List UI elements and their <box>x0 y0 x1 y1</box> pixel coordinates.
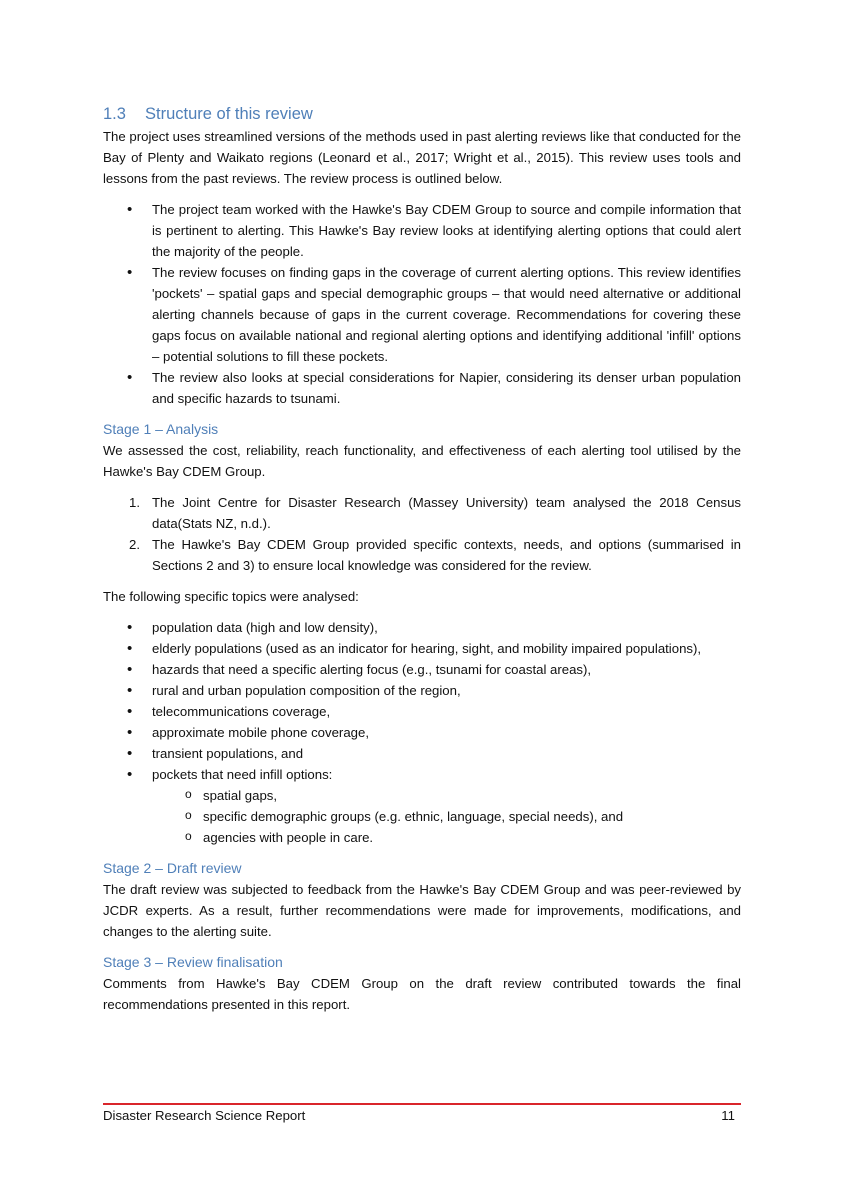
list-item: • approximate mobile phone coverage, <box>103 722 741 743</box>
section-number: 1.3 <box>103 105 126 123</box>
stage3-heading: Stage 3 – Review finalisation <box>103 954 283 970</box>
list-item: o agencies with people in care. <box>103 827 741 848</box>
list-item: • population data (high and low density), <box>103 617 741 638</box>
list-item: • pockets that need infill options: <box>103 764 741 785</box>
list-item: • elderly populations (used as an indicator for hearing, sight, and mobility impaired populations), <box>103 638 741 659</box>
list-item: o spatial gaps, <box>103 785 741 806</box>
page-footer <box>103 1103 741 1123</box>
section-heading <box>103 103 741 125</box>
stage3-paragraph: Comments from Hawke's Bay CDEM Group on the draft review contributed towards the final recommendations presented in this report. <box>103 976 741 1012</box>
stage1-steps <box>103 492 741 576</box>
stage2-heading: Stage 2 – Draft review <box>103 860 242 876</box>
intro-paragraph: The project uses streamlined versions of the methods used in past alerting reviews like that conducted for the Bay of Plenty and Waikato regions (Leonard et al., 2017; Wright et al., 2015). This review uses tools and lessons from the past reviews. The review process is outlined below. <box>103 129 741 186</box>
list-item: • transient populations, and <box>103 743 741 764</box>
page-content <box>103 103 741 1015</box>
list-item: • rural and urban population composition of the region, <box>103 680 741 701</box>
stage2-paragraph: The draft review was subjected to feedback from the Hawke's Bay CDEM Group and was peer-reviewed by JCDR experts. As a result, further recommendations were made for improvements, modifications, and changes to the alerting suite. <box>103 882 741 939</box>
topics-intro: The following specific topics were analysed: <box>103 589 359 604</box>
stage1-heading: Stage 1 – Analysis <box>103 421 219 437</box>
list-item: 1. The Joint Centre for Disaster Research (Massey University) team analysed the 2018 Census data(Stats NZ, n.d.). <box>129 495 741 531</box>
section-title: Structure of this review <box>145 105 313 123</box>
list-item: • The review also looks at special considerations for Napier, considering its denser urban population and specific hazards to tsunami. <box>103 367 741 409</box>
intro-bullet-list <box>103 199 741 409</box>
list-item: • telecommunications coverage, <box>103 701 741 722</box>
subtopics-list <box>103 785 741 848</box>
footer-title: Disaster Research Science Report <box>103 1108 306 1123</box>
list-item: • The project team worked with the Hawke's Bay CDEM Group to source and compile information that is pertinent to alerting. This Hawke's Bay review looks at identifying alerting options that could alert the majority of the people. <box>103 199 741 262</box>
list-item: o specific demographic groups (e.g. ethnic, language, special needs), and <box>103 806 741 827</box>
topics-list <box>103 617 741 785</box>
list-item: 2. The Hawke's Bay CDEM Group provided specific contexts, needs, and options (summarised in Sections 2 and 3) to ensure local knowledge was considered for the review. <box>129 537 741 573</box>
stage1-paragraph: We assessed the cost, reliability, reach functionality, and effectiveness of each alerting tool utilised by the Hawke's Bay CDEM Group. <box>103 443 741 479</box>
page-number: 11 <box>721 1108 735 1123</box>
list-item: • hazards that need a specific alerting focus (e.g., tsunami for coastal areas), <box>103 659 741 680</box>
list-item: • The review focuses on finding gaps in the coverage of current alerting options. This review identifies 'pockets' – spatial gaps and special demographic groups – that would need alternative or additional alerting channels because of gaps in the current coverage. Recommendations for covering these gaps focus on available national and regional alerting options and identifying additional 'infill' options – potential solutions to fill these pockets. <box>103 262 741 367</box>
